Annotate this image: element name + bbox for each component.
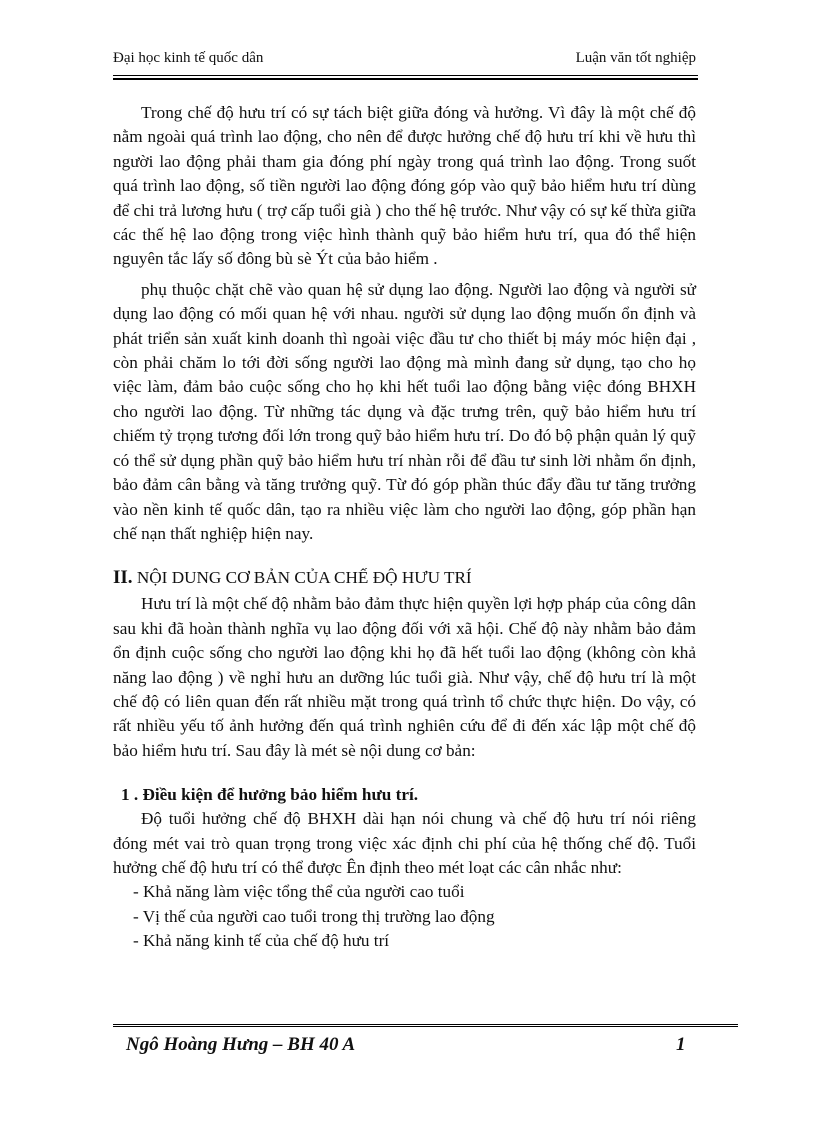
list-item: - Vị thế của người cao tuổi trong thị trường lao động (133, 906, 495, 926)
header-divider-thick (113, 78, 698, 80)
section-title: NỘI DUNG CƠ BẢN CỦA CHẾ ĐỘ HƯU TRÍ (136, 568, 472, 588)
header-divider (113, 75, 698, 76)
subsection-heading: 1 . Điều kiện để hưởng bảo hiểm hưu trí. (121, 785, 419, 805)
criteria-list (113, 880, 696, 953)
paragraph-1: Trong chế độ hưu trí có sự tách biệt giữa đóng và hưởng. Vì đây là một chế độ nằm ngoài quá trình lao động, cho nên để được hưởng chế độ hưu trí khi về hưu thì người lao động phải tham gia đóng phí ngày trong quá trình lao động. Trong suốt quá trình lao động, số tiền người lao động đóng góp vào quỹ bảo hiểm hưu trí dùng để chi trả lương hưu ( trợ cấp tuổi già ) cho thế hệ trước. Như vậy có sự kế thừa giữa các thế hệ lao động trong việc hình thành quỹ bảo hiểm hưu trí, qua đó thể hiện nguyên tắc lấy số đông bù sè Ýt của bảo hiểm . (113, 103, 696, 269)
section-heading (113, 566, 696, 590)
footer-divider (113, 1024, 738, 1025)
page-number: 1 (676, 1034, 686, 1055)
section-number: II. (113, 567, 133, 589)
subsection-paragraph: Độ tuổi hưởng chế độ BHXH dài hạn nói chung và chế độ hưu trí nói riêng đóng mét vai trò quan trọng trong việc xác định chi phí của hệ thống chế độ. Tuổi hưởng chế độ hưu trí có thể được Ên định theo mét loạt các cân nhắc như: (113, 809, 696, 877)
header-thesis-title: Luận văn tốt nghiệp (575, 50, 696, 66)
page-body (113, 101, 696, 954)
page-header (113, 50, 696, 76)
list-item: - Khả năng làm việc tổng thể của người cao tuổi (133, 882, 465, 902)
header-university: Đại học kinh tế quốc dân (113, 50, 264, 66)
list-item: - Khả năng kinh tế của chế độ hưu trí (133, 931, 390, 951)
section-paragraph: Hưu trí là một chế độ nhằm bảo đảm thực hiện quyền lợi hợp pháp của công dân sau khi đã hoàn thành nghĩa vụ lao động đối với xã hội. Chế độ này nhằm bảo đảm ổn định cuộc sống cho người lao động khi họ đã hết tuổi lao động (không còn khả năng lao động ) về nghỉ hưu an dưỡng lúc tuổi già. Như vậy, chế độ hưu trí là một chế độ có liên quan đến rất nhiều mặt trong quá trình tổ chức thực hiện. Do vậy, có rất nhiều yếu tố ảnh hưởng đến quá trình nghiên cứu để đi đến xác lập một chế độ bảo hiểm hưu trí. Sau đây là mét sè nội dung cơ bản: (113, 594, 696, 760)
footer-author: Ngô Hoàng Hưng – BH 40 A (126, 1034, 356, 1055)
paragraph-2: phụ thuộc chặt chẽ vào quan hệ sử dụng lao động. Người lao động và người sử dụng lao động có mối quan hệ với nhau. người sử dụng lao động muốn ổn định và phát triển sản xuất kinh doanh thì ngoài việc đầu tư cho thiết bị máy móc hiện đại , còn phải chăm lo tới đời sống người lao động mà mình đang sử dụng, tạo cho họ việc làm, đảm bảo cuộc sống cho họ khi hết tuổi lao động bằng việc đóng BHXH cho người lao động. Từ những tác dụng và đặc trưng trên, quỹ bảo hiểm hưu trí chiếm tỷ trọng tương đối lớn trong quỹ bảo hiểm hưu trí. Do đó bộ phận quản lý quỹ có thể sử dụng phần quỹ bảo hiểm hưu trí nhàn rỗi để đầu tư sinh lời nhằm ổn định, bảo đảm cân bằng và tăng trưởng quỹ. Từ đó góp phần thúc đẩy đầu tư tăng trưởng vào nền kinh tế quốc dân, tạo ra nhiều việc làm cho người lao động, góp phần hạn chế nạn thất nghiệp hiện nay. (113, 279, 696, 543)
footer-divider-thick (113, 1026, 738, 1027)
